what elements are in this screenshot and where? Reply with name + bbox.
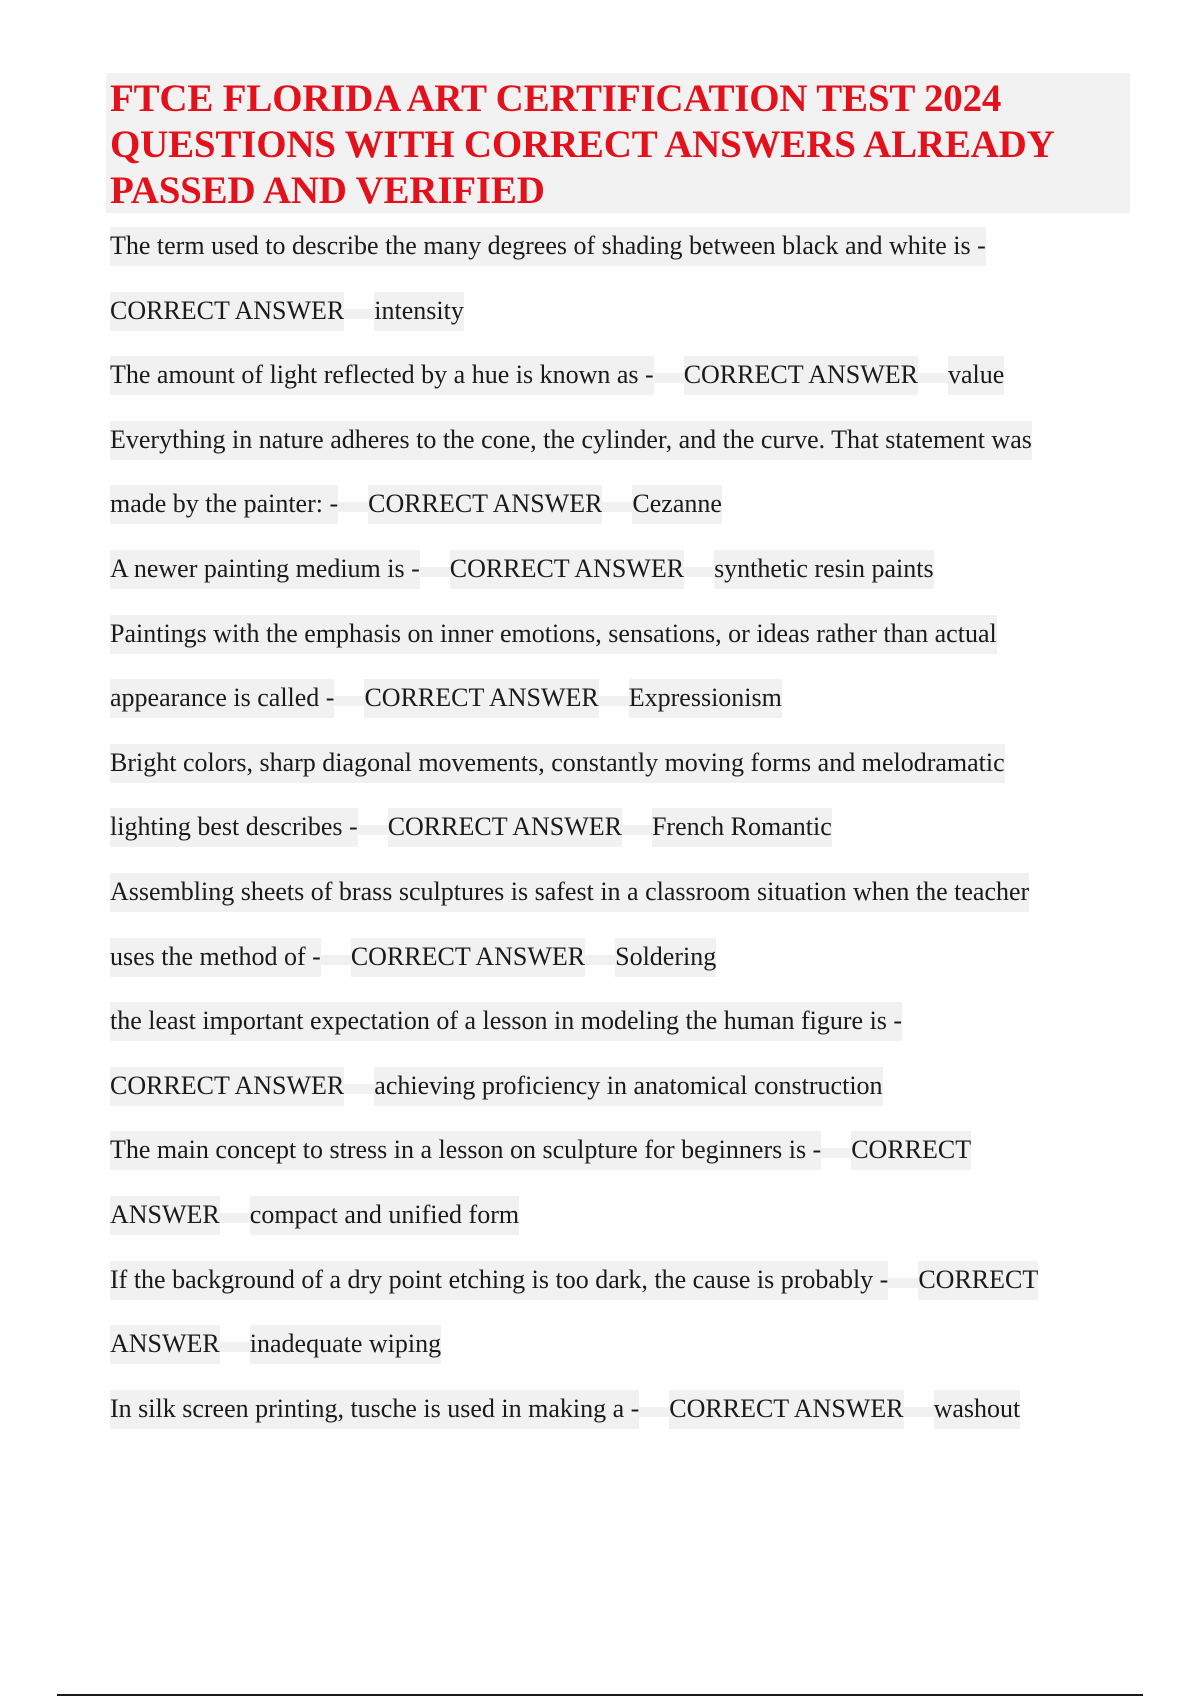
spacer (821, 1148, 851, 1158)
answer-label: ANSWER (110, 1325, 220, 1364)
answer-text: compact and unified form (250, 1196, 519, 1235)
qa-line (110, 343, 1130, 408)
answer-text: Soldering (615, 938, 716, 977)
answer-text: French Romantic (652, 808, 832, 847)
qa-line (110, 214, 1130, 279)
qa-line (110, 602, 1130, 667)
question-text: Everything in nature adheres to the cone, the cylinder, and the curve. That statement was (110, 421, 1032, 460)
qa-line (110, 1118, 1130, 1183)
answer-label: CORRECT (851, 1131, 971, 1170)
answer-label: CORRECT ANSWER (669, 1390, 903, 1429)
answer-label: CORRECT ANSWER (364, 679, 598, 718)
spacer (358, 825, 388, 835)
spacer (344, 1084, 374, 1094)
question-text: the least important expectation of a lesson in modeling the human figure is - (110, 1002, 902, 1041)
footer-divider (57, 1694, 1143, 1696)
qa-line (110, 666, 1130, 731)
title-line: QUESTIONS WITH CORRECT ANSWERS ALREADY (110, 123, 1055, 166)
spacer (684, 567, 714, 577)
question-text: The amount of light reflected by a hue is known as - (110, 356, 654, 395)
qa-line (110, 472, 1130, 537)
spacer (602, 502, 632, 512)
answer-text: value (948, 356, 1004, 395)
question-text: Paintings with the emphasis on inner emotions, sensations, or ideas rather than actual (110, 615, 997, 654)
answer-text: Cezanne (632, 485, 722, 524)
spacer (622, 825, 652, 835)
question-text: uses the method of - (110, 938, 321, 977)
answer-text: achieving proficiency in anatomical construction (374, 1067, 882, 1106)
answer-text: intensity (374, 292, 464, 331)
spacer (918, 373, 948, 383)
spacer (654, 373, 684, 383)
question-text: made by the painter: - (110, 485, 338, 524)
qa-line (110, 989, 1130, 1054)
spacer (904, 1407, 934, 1417)
question-text: appearance is called - (110, 679, 334, 718)
answer-label: CORRECT ANSWER (368, 485, 602, 524)
answer-label: CORRECT ANSWER (110, 292, 344, 331)
question-text: If the background of a dry point etching is too dark, the cause is probably - (110, 1261, 888, 1300)
spacer (220, 1342, 250, 1352)
spacer (599, 696, 629, 706)
question-text: The main concept to stress in a lesson on sculpture for beginners is - (110, 1131, 821, 1170)
spacer (639, 1407, 669, 1417)
answer-text: synthetic resin paints (714, 550, 934, 589)
question-text: lighting best describes - (110, 808, 358, 847)
question-text: The term used to describe the many degrees of shading between black and white is - (110, 227, 986, 266)
answer-label: CORRECT ANSWER (684, 356, 918, 395)
spacer (420, 567, 450, 577)
qa-line (110, 1312, 1130, 1377)
answer-label: CORRECT ANSWER (450, 550, 684, 589)
spacer (344, 309, 374, 319)
spacer (888, 1278, 918, 1288)
qa-line (110, 1183, 1130, 1248)
spacer (585, 955, 615, 965)
answer-label: CORRECT ANSWER (388, 808, 622, 847)
answer-label: CORRECT ANSWER (351, 938, 585, 977)
qa-line (110, 1054, 1130, 1119)
document-title (110, 76, 1120, 214)
question-text: A newer painting medium is - (110, 550, 420, 589)
answer-label: ANSWER (110, 1196, 220, 1235)
qa-line (110, 860, 1130, 925)
spacer (321, 955, 351, 965)
answer-label: CORRECT ANSWER (110, 1067, 344, 1106)
question-text: Assembling sheets of brass sculptures is safest in a classroom situation when the teacher (110, 873, 1029, 912)
qa-line (110, 408, 1130, 473)
qa-line (110, 279, 1130, 344)
qa-body (110, 214, 1130, 1441)
question-text: Bright colors, sharp diagonal movements, constantly moving forms and melodramatic (110, 744, 1005, 783)
qa-line (110, 731, 1130, 796)
answer-text: Expressionism (629, 679, 782, 718)
answer-text: washout (934, 1390, 1021, 1429)
qa-line (110, 537, 1130, 602)
spacer (338, 502, 368, 512)
qa-line (110, 925, 1130, 990)
title-line: FTCE FLORIDA ART CERTIFICATION TEST 2024 (110, 77, 1002, 120)
qa-line (110, 795, 1130, 860)
answer-label: CORRECT (918, 1261, 1038, 1300)
spacer (334, 696, 364, 706)
title-line: PASSED AND VERIFIED (110, 169, 545, 212)
question-text: In silk screen printing, tusche is used in making a - (110, 1390, 639, 1429)
spacer (220, 1213, 250, 1223)
answer-text: inadequate wiping (250, 1325, 441, 1364)
qa-line (110, 1377, 1130, 1442)
qa-line (110, 1248, 1130, 1313)
